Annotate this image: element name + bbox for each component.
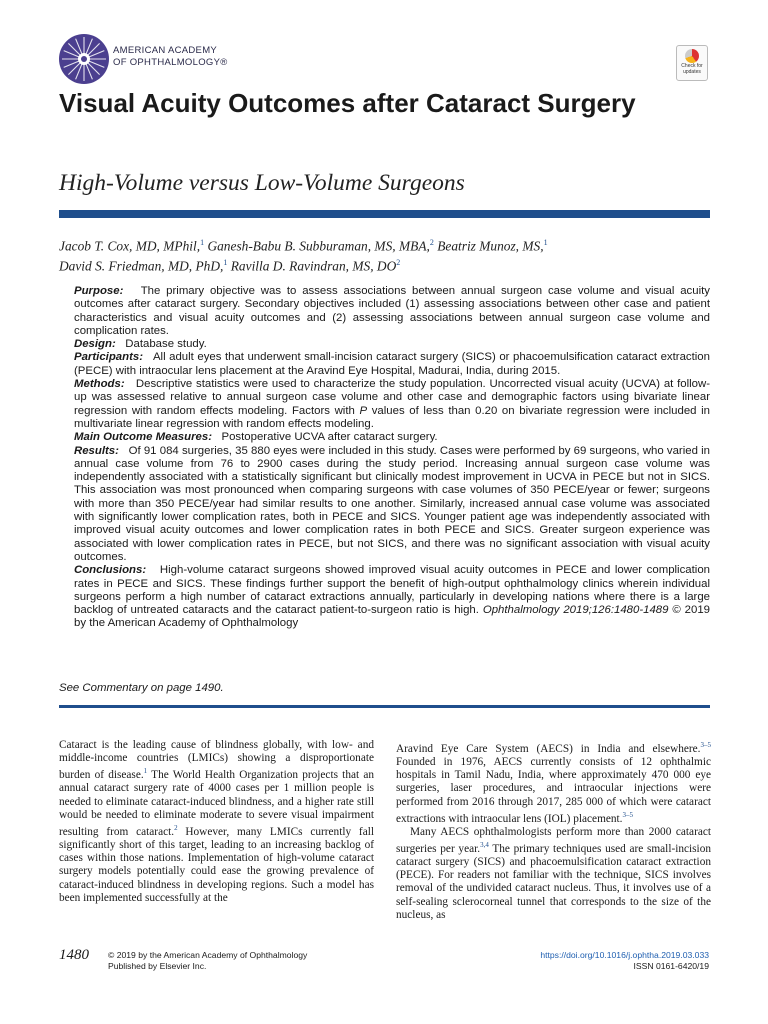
check-for-updates-button[interactable] [676, 45, 708, 81]
abstract-divider [59, 705, 710, 708]
body-text: Aravind Eye Care System (AECS) in India and elsewhere. [396, 742, 701, 755]
section-label: Purpose: [74, 285, 124, 297]
abstract-participants [59, 351, 710, 378]
section-text: Of 91 084 surgeries, 35 880 eyes were included in this study. Cases were performed by 69 surgeons, who varied in annual case volume from 76 to 2900 cases during the study period. Increasing annual surgeon case volume was independently associated with a statistically significant but clinically modest improvement in UCVA in PECE but not in SICS. This association was most pronounced when comparing surgeons with case volumes of 350 PECE/year or fewer; surgeons with more than 350 PECE/year had similar results to one another. Similarly, increased annual case volume was associated with significantly lower complication rates, both in PECE and SICS. Younger patient age was independently associated with improved visual acuity outcomes and lower complication rates in both PECE and SICS. Greater surgeon experience was associated with lower complication rates in PECE, but not SICS, and there was no significant association with visual acuity outcomes. [74, 444, 710, 563]
journal-citation: Ophthalmology 2019;126:1480-1489 [482, 604, 669, 617]
section-label: Methods: [74, 378, 125, 391]
abstract-outcome [59, 431, 710, 444]
footer-publisher: Published by Elsevier Inc. [108, 961, 207, 971]
org-line-1: AMERICAN ACADEMY [113, 45, 218, 56]
p-value-symbol: P [359, 404, 368, 417]
section-text: High-volume cataract surgeons showed improved visual acuity outcomes in PECE and lower complication rates in PECE and SICS. These findings further support the benefit of high-output ophthalmology clinics wherein individual surgeons perform a high number of cataract extractions annually, particularly in developing nations where there is a large backlog of untreated cataracts and the cataract patient-to-surgeon ratio is high. [74, 564, 710, 617]
footer-copyright: © 2019 by the American Academy of Ophthalmology [108, 950, 308, 960]
footer-left [108, 950, 307, 972]
update-badge-line-2: updates [683, 68, 701, 75]
reference-link[interactable]: 1 [143, 767, 148, 776]
section-text: Database study. [125, 338, 207, 351]
body-text: The primary techniques used are small-incision cataract surgery (SICS) and phacoemulsification cataract extraction (PECE). For readers not familiar with the technique, SICS involves removal of the undivided cataract nucleus. Thus, it involves use of a self-sealing sclerocorneal tunnel that corresponds to the size of the nucleus, as [396, 842, 711, 921]
reference-link[interactable]: 2 [174, 823, 178, 832]
section-label: Design: [74, 338, 116, 351]
aao-logo-icon [58, 33, 110, 85]
article-title: Visual Acuity Outcomes after Cataract Surgery [59, 88, 636, 118]
body-text: The World Health Organization projects that an annual cataract surgery rate of 4000 cases per 1 million people is needed to eliminate cataract-induced blindness, and a higher rate still would be needed to eliminate moderate to severe visual impairment resulting from cataract. [59, 769, 375, 838]
section-text: values of less than 0.20 on bivariate regression were included in multivariate linear regression with random effects modeling. [74, 404, 710, 430]
abstract-copyright: © 2019 by the American Academy of Ophthalmology [74, 604, 710, 630]
abstract-conclusions [59, 564, 710, 630]
body-column-left [59, 739, 374, 905]
author-list [59, 235, 709, 275]
update-badge-line-1: Check for [681, 63, 703, 69]
title-divider [59, 210, 710, 218]
affiliation-ref[interactable]: 1 [543, 238, 548, 247]
body-text: However, many LMICs currently fall significantly short of this target, leading to an increasing backlog of cases within those nations. Implementation of high-volume cataract surgery models potentially could ease the growing prevalence of cataract-induced blindness in developing regions. Such a model has been implemented successfully at the [59, 825, 374, 904]
update-badge-icon [685, 49, 699, 63]
body-column-right [396, 739, 711, 922]
section-label: Main Outcome Measures: [74, 431, 212, 444]
affiliation-ref[interactable]: 1 [200, 238, 205, 247]
affiliation-ref[interactable]: 2 [429, 238, 434, 247]
section-label: Results: [74, 444, 119, 457]
footer-right [540, 950, 709, 972]
section-text: All adult eyes that underwent small-incision cataract surgery (SICS) or phacoemulsification cataract extraction (PECE) with intraocular lens placement at the Aravind Eye Hospital, Madurai, India, during 2015. [74, 351, 710, 377]
affiliation-ref[interactable]: 1 [223, 257, 228, 267]
reference-link[interactable]: 3–5 [700, 741, 711, 749]
author-name: Ravilla D. Ravindran, MS, DO [230, 258, 397, 274]
body-paragraph [396, 739, 711, 826]
doi-link[interactable]: https://doi.org/10.1016/j.ophtha.2019.03.033 [540, 950, 709, 960]
section-text: Descriptive statistics were used to characterize the study population. Uncorrected visual acuity (UCVA) at follow-up was assessed relative to annual surgeon case volume and other case and demographic factors using bivariate linear regression with random effects modeling. Factors with [74, 378, 710, 417]
abstract-purpose [59, 285, 710, 338]
abstract-methods [59, 378, 710, 431]
commentary-link[interactable]: See Commentary on page 1490. [59, 682, 224, 694]
org-line-2: OF OPHTHALMOLOGY® [113, 57, 228, 68]
abstract-design [59, 338, 710, 351]
section-text: The primary objective was to assess associations between annual surgeon case volume and visual acuity outcomes after cataract surgery. Secondary objectives included (1) assessing associations between other case and patient characteristics and visual acuity outcomes and (2) assessing associations between annual surgeon case volume and complication rates. [74, 285, 710, 337]
author-name: Ganesh-Babu B. Subburaman, MS, MBA, [207, 238, 430, 254]
body-text: Founded in 1976, AECS currently consists of 12 ophthalmic hospitals in Tamil Nadu, India, where approximately 470 000 eye surgeries, laser procedures, and intraocular injections were performed from 2016 through 2017, 285 000 of which were cataract extractions with intraocular lens (IOL) placement. [396, 755, 711, 825]
reference-link[interactable]: 3,4 [480, 840, 489, 849]
section-text: Postoperative UCVA after cataract surgery. [221, 431, 438, 444]
article-subtitle: High-Volume versus Low-Volume Surgeons [59, 170, 465, 196]
issn: ISSN 0161-6420/19 [633, 961, 709, 971]
abstract [59, 285, 710, 631]
body-text: Many AECS ophthalmologists perform more than 2000 cataract surgeries per year. [396, 825, 711, 855]
author-line-1 [59, 235, 709, 255]
author-line-2 [59, 255, 709, 275]
section-label: Participants: [74, 351, 143, 364]
author-name: Jacob T. Cox, MD, MPhil, [59, 238, 201, 254]
reference-link[interactable]: 3–5 [622, 810, 633, 819]
page-number: 1480 [59, 947, 89, 963]
body-text: Cataract is the leading cause of blindness globally, with low- and middle-income countries (LMICs) showing a disproportionate burden of disease. [59, 739, 374, 782]
body-paragraph [59, 739, 374, 905]
body-paragraph [396, 826, 711, 922]
author-name: Beatriz Munoz, MS, [437, 238, 544, 254]
affiliation-ref[interactable]: 2 [396, 257, 401, 267]
section-label: Conclusions: [74, 564, 147, 577]
author-name: David S. Friedman, MD, PhD, [59, 258, 224, 274]
organization-name [113, 45, 228, 69]
abstract-results [59, 445, 710, 565]
